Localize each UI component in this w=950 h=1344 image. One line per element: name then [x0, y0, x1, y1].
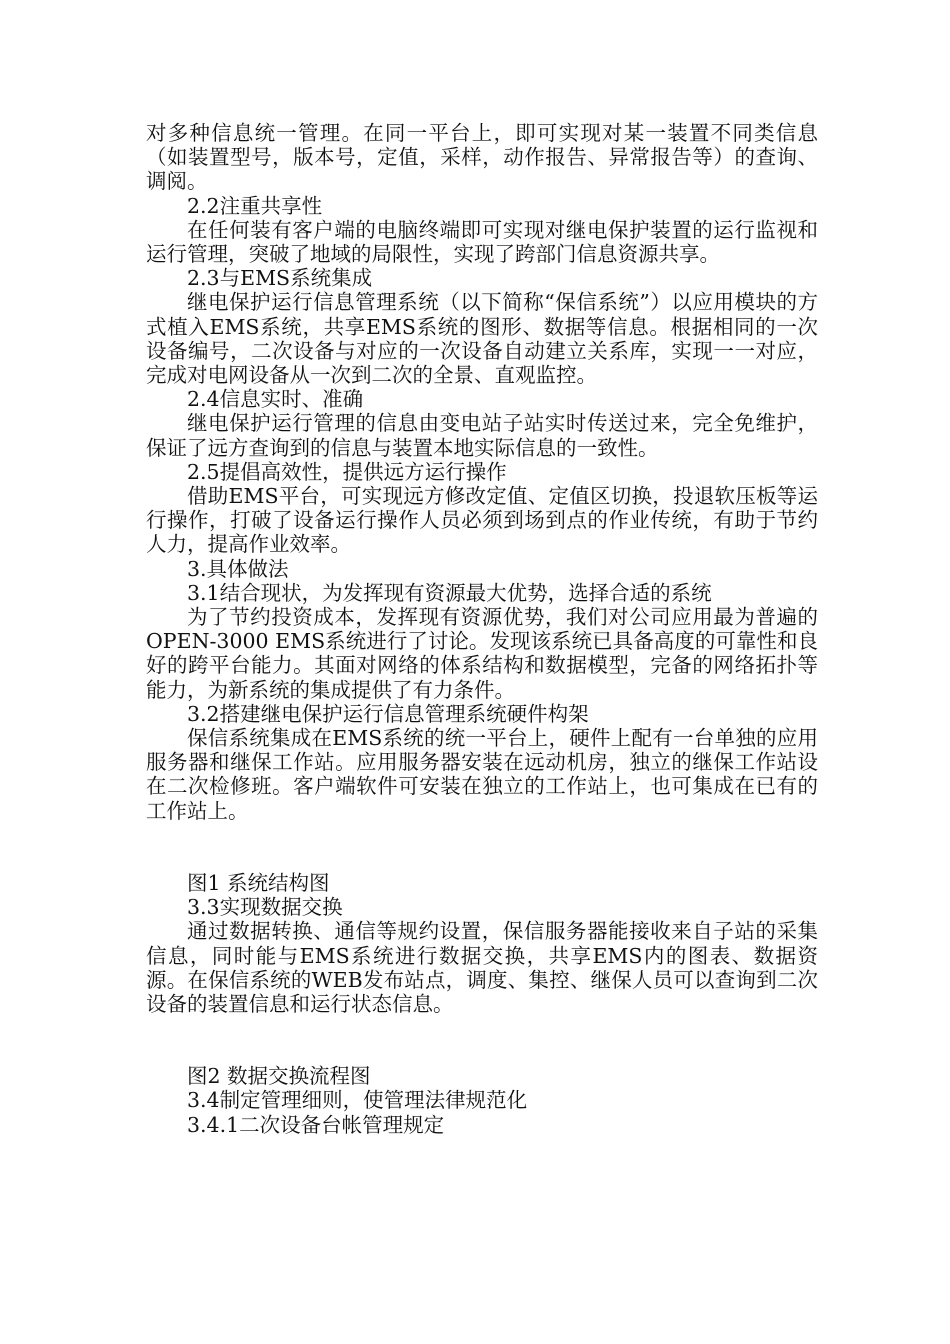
paragraph: 继电保护运行管理的信息由变电站子站实时传送过来，完全免维护，保证了远方查询到的信息与装置本地实际信息的一致性。 [146, 411, 818, 460]
section-heading: 3.3实现数据交换 [187, 895, 343, 920]
section-heading: 3.具体做法 [187, 556, 289, 581]
paragraph: 继电保护运行信息管理系统（以下简称“保信系统”）以应用模块的方式植入EMS系统，共享EMS系统的图形、数据等信息。根据相同的一次设备编号，二次设备与对应的一次设备自动建立关系库，实现一一对应，完成对电网设备从一次到二次的全景、直观监控。 [146, 290, 818, 388]
paragraph: 借助EMS平台，可实现远方修改定值、定值区切换，投退软压板等运行操作，打破了设备运行操作人员必须到场到点的作业传统，有助于节约人力，提高作业效率。 [146, 484, 818, 557]
paragraph: 对多种信息统一管理。在同一平台上，即可实现对某一装置不同类信息（如装置型号，版本号，定值，采样，动作报告、异常报告等）的查询、调阅。 [146, 121, 818, 194]
figure-caption: 图2 数据交换流程图 [187, 1064, 371, 1089]
section-heading: 2.5提倡高效性，提供远方运行操作 [187, 459, 507, 484]
section-heading: 2.4信息实时、准确 [187, 387, 364, 412]
section-heading: 3.2搭建继电保护运行信息管理系统硬件构架 [187, 701, 589, 726]
figure-placeholder [146, 823, 818, 871]
paragraph: 在任何装有客户端的电脑终端即可实现对继电保护装置的运行监视和运行管理，突破了地域的局限性，实现了跨部门信息资源共享。 [146, 217, 818, 267]
figure-placeholder [146, 1016, 818, 1064]
section-heading: 3.4制定管理细则，使管理法律规范化 [187, 1088, 528, 1113]
paragraph: 通过数据转换、通信等规约设置，保信服务器能接收来自子站的采集信息，同时能与EMS系统进行数据交换，共享EMS内的图表、数据资源。在保信系统的WEB发布站点，调度、集控、继保人员可以查询到二次设备的装置信息和运行状态信息。 [146, 919, 818, 1016]
section-heading: 2.2注重共享性 [187, 193, 323, 218]
section-heading: 3.1结合现状，为发挥现有资源最大优势，选择合适的系统 [187, 580, 712, 605]
section-heading: 3.4.1二次设备台帐管理规定 [187, 1112, 445, 1137]
section-heading: 2.3与EMS系统集成 [187, 266, 373, 291]
paragraph: 为了节约投资成本，发挥现有资源优势，我们对公司应用最为普遍的OPEN-3000 EMS系统进行了讨论。发现该系统已具备高度的可靠性和良好的跨平台能力。其面对网络的体系结构和数据模型，完备的网络拓扑等能力，为新系统的集成提供了有力条件。 [146, 605, 818, 702]
figure-caption: 图1 系统结构图 [187, 870, 330, 895]
document-page [146, 121, 818, 1137]
paragraph: 保信系统集成在EMS系统的统一平台上，硬件上配有一台单独的应用服务器和继保工作站。应用服务器安装在远动机房，独立的继保工作站设在二次检修班。客户端软件可安装在独立的工作站上，也可集成在已有的工作站上。 [146, 726, 818, 823]
